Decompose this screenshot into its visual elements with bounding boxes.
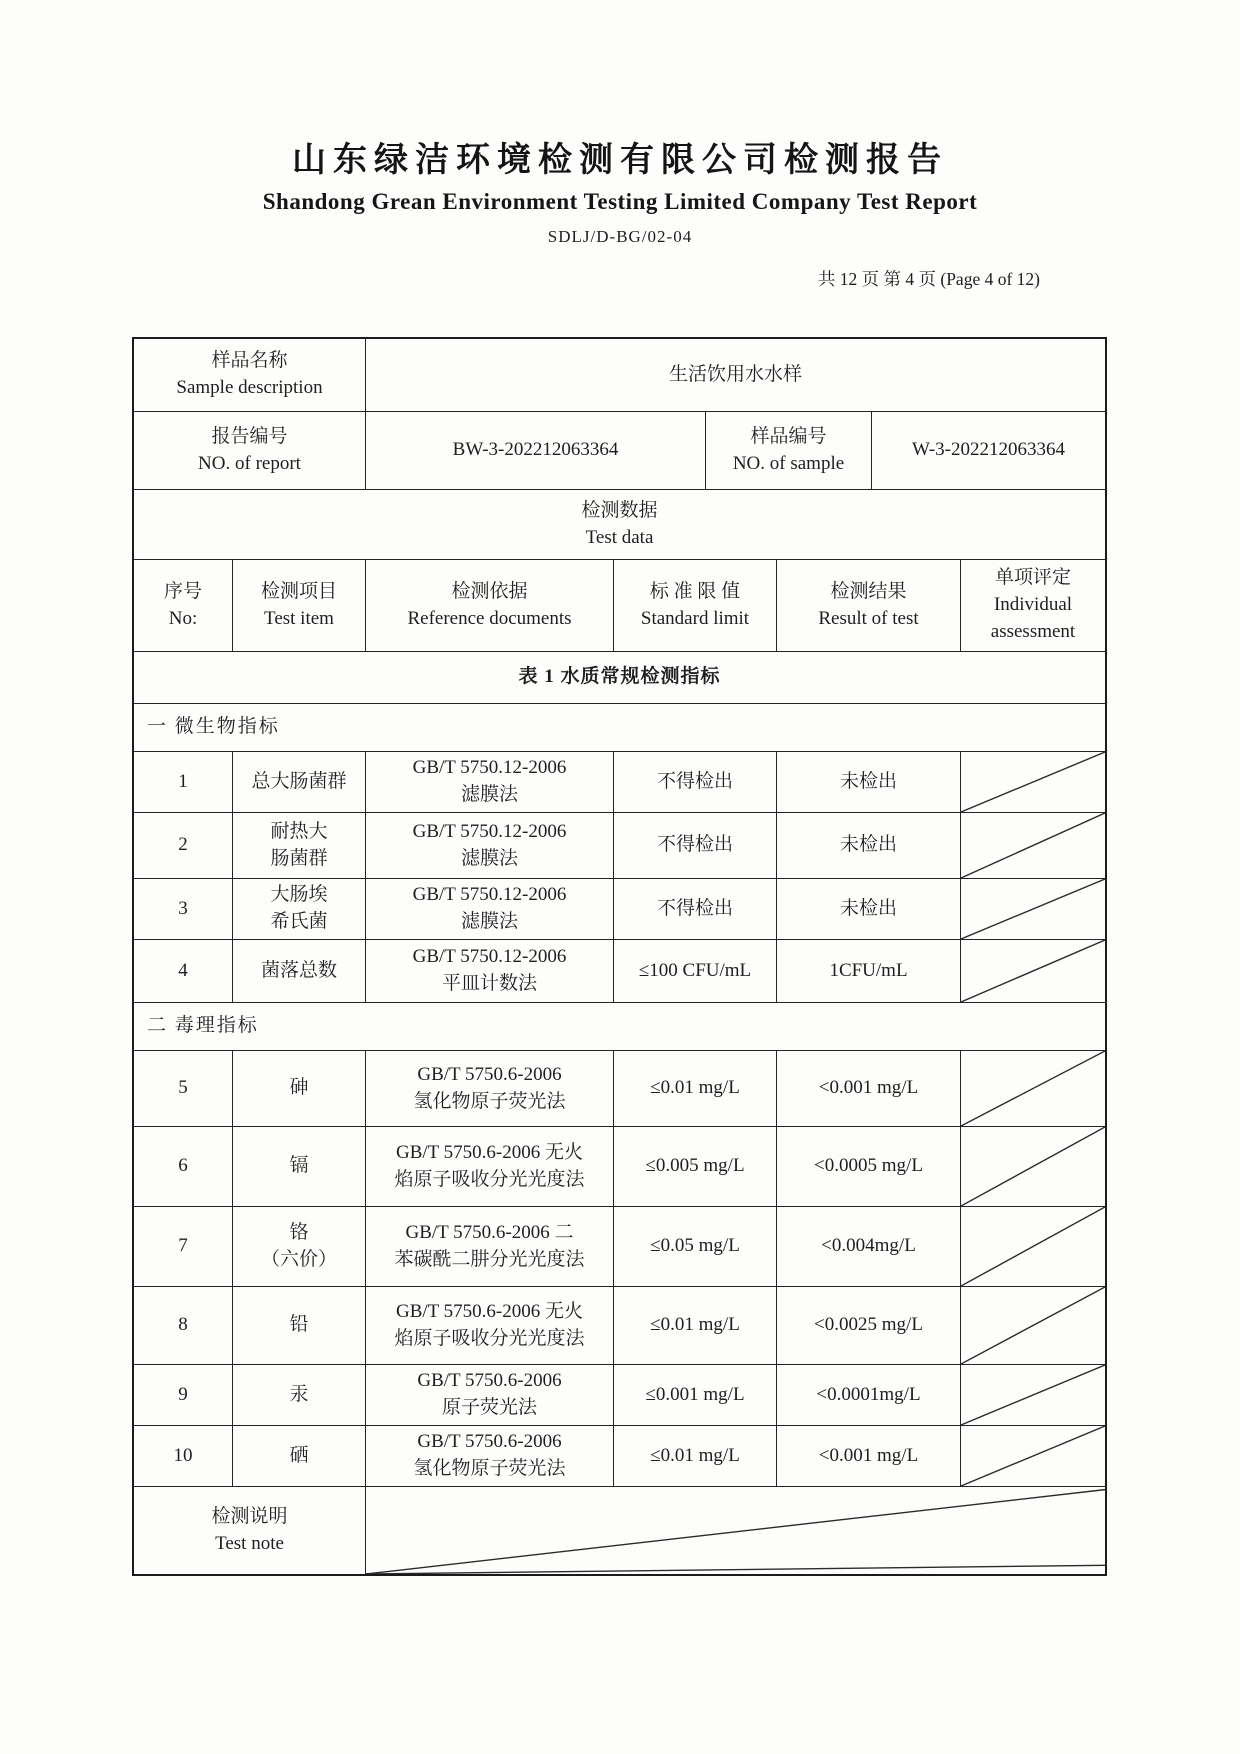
item-standard-limit-cell	[613, 1426, 776, 1486]
item-name-line1: 铬	[289, 1221, 309, 1243]
item-no-cell	[134, 1127, 232, 1206]
item-no-cell	[134, 1365, 232, 1425]
item-reference-cell	[365, 1426, 613, 1486]
item-name-cell	[232, 752, 365, 812]
assessment-slash-line	[961, 1287, 1105, 1364]
col-limit-cn: 标 准 限 值	[649, 580, 741, 602]
item-reference-cell	[365, 1051, 613, 1126]
col-header-result	[776, 560, 960, 651]
item-name-line1: 镉	[289, 1155, 309, 1177]
item-no: 1	[178, 770, 188, 792]
item-reference-cell	[365, 879, 613, 939]
col-item-cn: 检测项目	[260, 580, 337, 602]
blank-strikeout-lines	[366, 1487, 1105, 1574]
report-no-label-cell	[134, 412, 365, 489]
sample-no-label-en: NO. of sample	[732, 452, 845, 474]
item-reference-line2: 焰原子吸收分光光度法	[394, 1168, 585, 1190]
item-assessment-cell	[960, 879, 1105, 939]
item-standard-limit: ≤0.01 mg/L	[650, 1314, 740, 1336]
item-no-cell	[134, 1207, 232, 1286]
item-standard-limit: 不得检出	[656, 770, 733, 792]
col-result-cn: 检测结果	[830, 580, 907, 602]
item-assessment-cell	[960, 752, 1105, 812]
item-name-cell	[232, 1207, 365, 1286]
item-no-cell	[134, 879, 232, 939]
item-result-cell	[776, 1051, 960, 1126]
test-item-row	[134, 1126, 1105, 1206]
test-item-row	[134, 812, 1105, 878]
item-no: 5	[178, 1077, 188, 1099]
test-item-row	[134, 1286, 1105, 1364]
item-reference-line2: 滤膜法	[460, 911, 518, 932]
item-name-line1: 耐热大	[270, 820, 328, 842]
section-header-cell	[134, 704, 1105, 751]
col-no-cn: 序号	[163, 580, 202, 602]
test-item-row	[134, 878, 1105, 939]
item-name-line1: 硒	[289, 1444, 309, 1466]
item-reference-line1: GB/T 5750.6-2006	[417, 1370, 562, 1392]
item-name-cell	[232, 1365, 365, 1425]
item-reference-line1: GB/T 5750.6-2006 无火	[395, 1141, 583, 1163]
item-no: 3	[178, 897, 188, 919]
item-name-cell	[232, 1287, 365, 1364]
col-no-en: No:	[168, 607, 198, 629]
col-assess-en1: Individual	[993, 594, 1073, 616]
item-assessment-cell	[960, 940, 1105, 1002]
col-ref-en: Reference documents	[407, 607, 572, 629]
col-header-standard-limit	[613, 560, 776, 651]
item-reference-cell	[365, 1127, 613, 1206]
item-no-cell	[134, 1287, 232, 1364]
item-result-cell	[776, 813, 960, 878]
item-name-line1: 汞	[289, 1383, 309, 1405]
item-result-cell	[776, 940, 960, 1002]
item-reference-line2: 原子荧光法	[441, 1397, 537, 1418]
item-reference-line2: 氢化物原子荧光法	[413, 1090, 566, 1112]
sample-description-row	[134, 339, 1105, 411]
report-title-chinese: 山东绿洁环境检测有限公司检测报告	[292, 142, 948, 179]
item-standard-limit-cell	[613, 1127, 776, 1206]
item-reference-line1: GB/T 5750.12-2006	[412, 946, 567, 968]
item-standard-limit-cell	[613, 1365, 776, 1425]
page-number-info: 共 12 页 第 4 页 (Page 4 of 12)	[817, 269, 1040, 289]
item-name-cell	[232, 1127, 365, 1206]
report-number-row	[134, 411, 1105, 489]
item-no: 8	[178, 1314, 188, 1336]
section-label: 一 微生物指标	[147, 716, 280, 738]
col-item-en: Test item	[264, 607, 334, 629]
item-standard-limit-cell	[613, 813, 776, 878]
test-note-label-en: Test note	[215, 1532, 284, 1554]
item-standard-limit-cell	[613, 940, 776, 1002]
section-header-row	[134, 703, 1105, 751]
test-data-en: Test data	[585, 526, 654, 548]
item-result-cell	[776, 879, 960, 939]
item-reference-cell	[365, 1287, 613, 1364]
sample-label-en: Sample description	[176, 377, 323, 398]
test-report-table	[132, 337, 1107, 1576]
item-standard-limit: ≤0.01 mg/L	[650, 1444, 740, 1466]
item-name-cell	[232, 1426, 365, 1486]
item-name-line1: 菌落总数	[260, 959, 337, 981]
item-no: 2	[178, 834, 188, 856]
item-no: 6	[178, 1155, 188, 1177]
table1-caption: 表 1 水质常规检测指标	[518, 666, 721, 688]
item-name-line1: 大肠埃	[270, 884, 328, 906]
sample-no-value-cell	[871, 412, 1105, 489]
col-assess-cn: 单项评定	[994, 567, 1071, 589]
report-no-value: BW-3-202212063364	[452, 439, 619, 461]
test-item-row	[134, 1050, 1105, 1126]
item-no: 4	[178, 959, 188, 981]
item-reference-cell	[365, 813, 613, 878]
test-item-row	[134, 751, 1105, 812]
item-result-cell	[776, 1287, 960, 1364]
column-header-row	[134, 559, 1105, 651]
item-name-line1: 总大肠菌群	[251, 770, 347, 792]
item-reference-line2: 平皿计数法	[441, 973, 537, 994]
item-standard-limit-cell	[613, 1287, 776, 1364]
test-data-cn: 检测数据	[581, 499, 658, 521]
test-data-banner-cell	[134, 490, 1105, 559]
item-result: <0.0025 mg/L	[814, 1314, 923, 1336]
item-reference-line1: GB/T 5750.12-2006	[412, 884, 567, 906]
item-result-cell	[776, 1207, 960, 1286]
item-reference-line1: GB/T 5750.12-2006	[412, 757, 567, 779]
col-header-test-item	[232, 560, 365, 651]
item-reference-line1: GB/T 5750.6-2006 无火	[395, 1300, 583, 1322]
item-result: <0.0005 mg/L	[814, 1155, 923, 1177]
assessment-slash-line	[961, 813, 1105, 878]
test-item-row	[134, 1364, 1105, 1425]
item-name-cell	[232, 879, 365, 939]
item-standard-limit-cell	[613, 1051, 776, 1126]
item-reference-line2: 滤膜法	[460, 784, 518, 805]
table1-caption-cell	[134, 652, 1105, 703]
sample-description-value-cell	[365, 339, 1105, 411]
item-standard-limit: 不得检出	[656, 897, 733, 919]
col-result-en: Result of test	[818, 607, 919, 629]
item-reference-cell	[365, 1207, 613, 1286]
item-result-cell	[776, 1365, 960, 1425]
item-reference-cell	[365, 940, 613, 1002]
test-note-label-cn: 检测说明	[211, 1505, 288, 1527]
item-no: 7	[178, 1235, 188, 1257]
item-assessment-cell	[960, 1051, 1105, 1126]
item-result: <0.001 mg/L	[818, 1077, 919, 1099]
sample-description-value: 生活饮用水水样	[668, 363, 802, 385]
item-no: 10	[173, 1444, 193, 1466]
item-reference-cell	[365, 752, 613, 812]
item-reference-line1: GB/T 5750.6-2006	[417, 1063, 562, 1085]
item-name-cell	[232, 813, 365, 878]
item-standard-limit-cell	[613, 1207, 776, 1286]
test-item-row	[134, 1206, 1105, 1286]
item-result: 1CFU/mL	[829, 959, 908, 981]
item-standard-limit-cell	[613, 879, 776, 939]
assessment-slash-line	[961, 879, 1105, 939]
test-item-row	[134, 939, 1105, 1002]
report-no-label-cn: 报告编号	[211, 425, 288, 447]
item-reference-line1: GB/T 5750.6-2006	[417, 1431, 562, 1453]
assessment-slash-line	[961, 1365, 1105, 1425]
item-no-cell	[134, 752, 232, 812]
report-no-label-en: NO. of report	[198, 452, 301, 474]
sample-description-label-cell	[134, 339, 365, 411]
col-assess-en2: assessment	[990, 620, 1076, 642]
item-name-line2: 希氏菌	[270, 911, 328, 932]
assessment-slash-line	[961, 1426, 1105, 1486]
item-reference-line2: 苯碳酰二肼分光光度法	[394, 1248, 585, 1270]
item-name-line1: 铅	[289, 1314, 309, 1336]
item-name-cell	[232, 1051, 365, 1126]
report-title-english: Shandong Grean Environment Testing Limited Company Test Report	[262, 189, 978, 214]
item-standard-limit: ≤0.005 mg/L	[645, 1155, 745, 1177]
document-code: SDLJ/D-BG/02-04	[547, 227, 693, 246]
report-no-value-cell	[365, 412, 705, 489]
item-assessment-cell	[960, 813, 1105, 878]
item-reference-line1: GB/T 5750.6-2006 二	[405, 1221, 574, 1243]
col-header-reference	[365, 560, 613, 651]
item-result: <0.0001mg/L	[816, 1383, 921, 1405]
item-no: 9	[178, 1383, 188, 1405]
item-reference-line1: GB/T 5750.12-2006	[412, 820, 567, 842]
sample-no-label-cn: 样品编号	[750, 425, 827, 447]
sample-no-label-cell	[705, 412, 871, 489]
item-standard-limit: ≤0.05 mg/L	[650, 1235, 740, 1257]
col-header-assessment	[960, 560, 1105, 651]
item-assessment-cell	[960, 1426, 1105, 1486]
item-result: <0.001 mg/L	[818, 1444, 919, 1466]
item-assessment-cell	[960, 1127, 1105, 1206]
item-result-cell	[776, 752, 960, 812]
item-reference-cell	[365, 1365, 613, 1425]
assessment-slash-line	[961, 752, 1105, 812]
item-result: 未检出	[839, 834, 897, 856]
item-assessment-cell	[960, 1365, 1105, 1425]
assessment-slash-line	[961, 1051, 1105, 1126]
item-standard-limit: 不得检出	[656, 834, 733, 856]
table1-caption-row	[134, 651, 1105, 703]
col-header-no	[134, 560, 232, 651]
item-name-line2: 肠菌群	[270, 847, 328, 869]
item-name-line1: 砷	[289, 1077, 309, 1099]
test-note-row	[134, 1486, 1105, 1574]
item-name-line2: （六价）	[260, 1248, 337, 1270]
table-body	[134, 703, 1105, 1486]
section-header-cell	[134, 1003, 1105, 1050]
test-data-banner-row	[134, 489, 1105, 559]
item-reference-line2: 滤膜法	[460, 847, 518, 869]
test-note-label-cell	[134, 1487, 365, 1574]
sample-label-cn: 样品名称	[211, 350, 288, 372]
col-limit-en: Standard limit	[640, 607, 750, 629]
item-result-cell	[776, 1426, 960, 1486]
assessment-slash-line	[961, 940, 1105, 1002]
item-no-cell	[134, 1051, 232, 1126]
section-label: 二 毒理指标	[147, 1015, 259, 1037]
sample-no-value: W-3-202212063364	[911, 439, 1066, 461]
item-name-cell	[232, 940, 365, 1002]
item-no-cell	[134, 813, 232, 878]
item-result: 未检出	[839, 770, 897, 792]
item-result: <0.004mg/L	[821, 1235, 916, 1257]
item-reference-line2: 焰原子吸收分光光度法	[394, 1327, 585, 1349]
item-result: 未检出	[839, 897, 897, 919]
item-standard-limit: ≤0.01 mg/L	[650, 1077, 740, 1099]
item-no-cell	[134, 1426, 232, 1486]
col-ref-cn: 检测依据	[451, 580, 528, 602]
item-reference-line2: 氢化物原子荧光法	[413, 1458, 566, 1479]
item-result-cell	[776, 1127, 960, 1206]
item-standard-limit: ≤0.001 mg/L	[645, 1383, 745, 1405]
assessment-slash-line	[961, 1207, 1105, 1286]
item-assessment-cell	[960, 1207, 1105, 1286]
assessment-slash-line	[961, 1127, 1105, 1206]
item-no-cell	[134, 940, 232, 1002]
test-note-value-cell	[365, 1487, 1105, 1574]
test-item-row	[134, 1425, 1105, 1486]
item-standard-limit-cell	[613, 752, 776, 812]
item-standard-limit: ≤100 CFU/mL	[638, 959, 752, 981]
item-assessment-cell	[960, 1287, 1105, 1364]
section-header-row	[134, 1002, 1105, 1050]
